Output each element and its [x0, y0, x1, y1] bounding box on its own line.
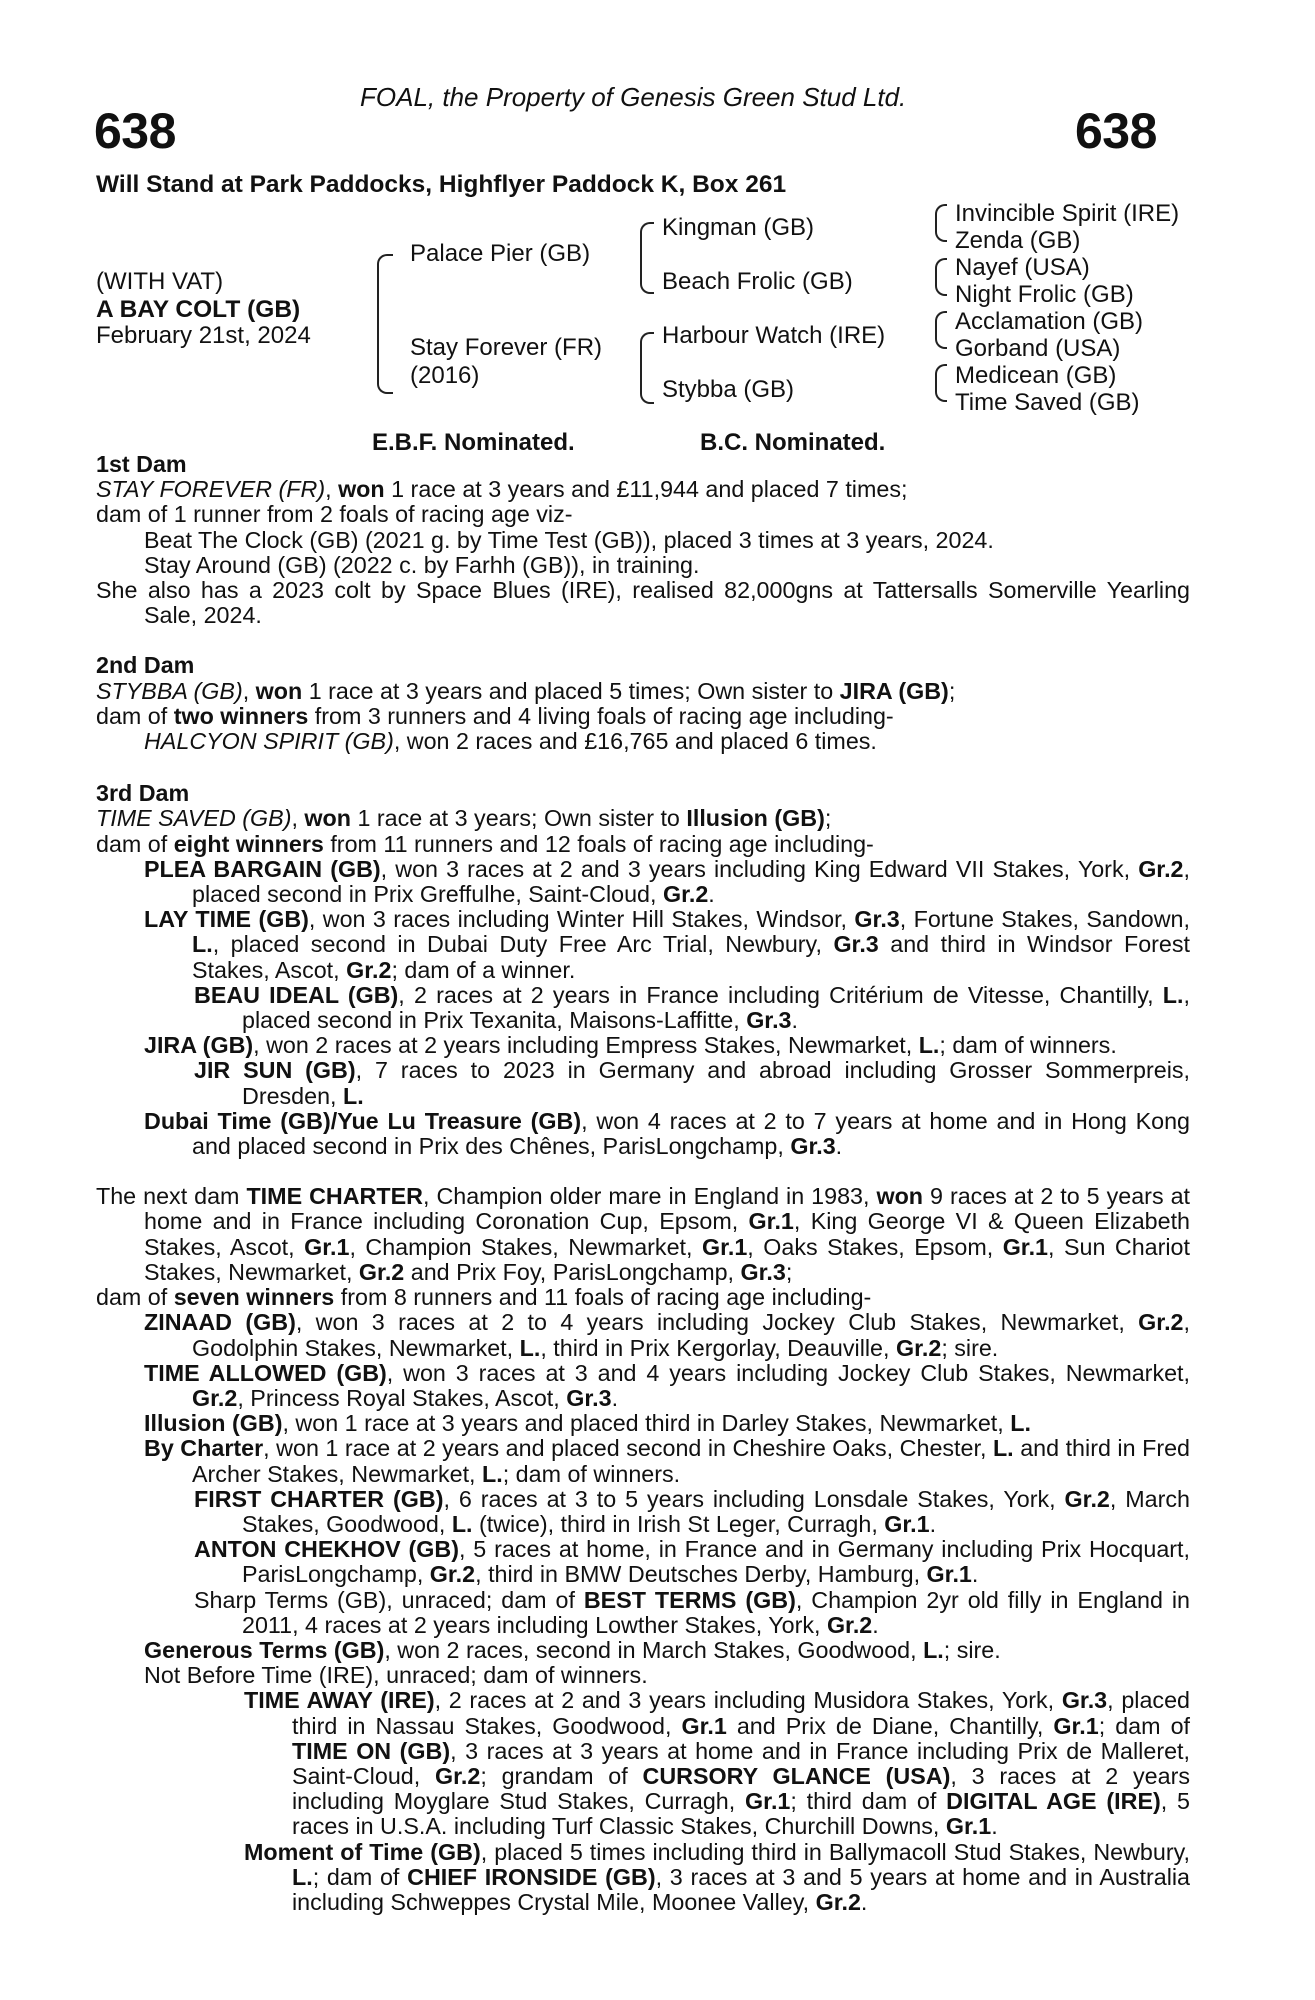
dam3-heading: 3rd Dam [96, 780, 190, 807]
vat-note: (WITH VAT) [96, 268, 224, 295]
ds-dam: Gorband (USA) [955, 335, 1121, 362]
progeny-anton-chekhov: ANTON CHEKHOV (GB), 5 races at home, in France and in Germany including Prix Hocquart, ParisLongchamp, Gr.2, third in BMW Deutsches Derby, Hamburg, Gr.1. [194, 1536, 1190, 1588]
progeny-lay-time: LAY TIME (GB), won 3 races including Winter Hill Stakes, Windsor, Gr.3, Fortune Stakes, Sandown, L., placed second in Dubai Duty Free Arc Trial, Newbury, Gr.3 and third in Windsor Forest Stakes, Ascot, Gr.2; dam of a winner. [144, 906, 1190, 983]
sd-sire: Nayef (USA) [955, 254, 1090, 281]
progeny-stay-around: Stay Around (GB) (2022 c. by Farhh (GB)), in training. [144, 551, 700, 578]
pedigree-bracket-dd [935, 364, 947, 402]
progeny-first-charter: FIRST CHARTER (GB), 6 races at 3 to 5 years including Lonsdale Stakes, York, Gr.2, March Stakes, Goodwood, L. (twice), third in Irish St Leger, Curragh, Gr.1. [194, 1485, 1190, 1537]
pedigree-bracket-1 [377, 254, 393, 394]
stand-location: Will Stand at Park Paddocks, Highflyer Paddock K, Box 261 [96, 171, 787, 198]
ebf-nomination: E.B.F. Nominated. [372, 429, 575, 456]
catalogue-body [96, 452, 1190, 1915]
sire-sire: Kingman (GB) [662, 214, 815, 241]
bc-nomination: B.C. Nominated. [700, 429, 886, 456]
next-dam-produce-intro: dam of seven winners from 8 runners and 11 foals of racing age including- [96, 1284, 872, 1311]
progeny-not-before-time: Not Before Time (IRE), unraced; dam of winners. [144, 1662, 648, 1689]
ss-dam: Zenda (GB) [955, 227, 1081, 254]
dam2-produce-intro: dam of two winners from 3 runners and 4 living foals of racing age including- [96, 702, 894, 729]
dd-sire: Medicean (GB) [955, 362, 1117, 389]
progeny-beau-ideal: BEAU IDEAL (GB), 2 races at 2 years in France including Critérium de Vitesse, Chantilly, L., placed second in Prix Texanita, Maisons-Laffitte, Gr.3. [194, 981, 1190, 1034]
progeny-zinaad: ZINAAD (GB), won 3 races at 2 to 4 years including Jockey Club Stakes, Newmarket, Gr.2, Godolphin Stakes, Newmarket, L., third in Prix Kergorlay, Deauville, Gr.2; sire. [144, 1309, 1190, 1361]
progeny-time-allowed: TIME ALLOWED (GB), won 3 races at 3 and 4 years including Jockey Club Stakes, Newmarket, Gr.2, Princess Royal Stakes, Ascot, Gr.3. [144, 1359, 1190, 1411]
dam1-record: STAY FOREVER (FR), won 1 race at 3 years and £11,944 and placed 7 times; [96, 476, 908, 503]
pedigree-bracket-sd [935, 258, 947, 296]
dd-dam: Time Saved (GB) [955, 389, 1140, 416]
progeny-plea-bargain: PLEA BARGAIN (GB), won 3 races at 2 and 3 years including King Edward VII Stakes, York, Gr.2, placed second in Prix Greffulhe, Saint-Cloud, Gr.2. [144, 855, 1191, 908]
pedigree-bracket-dam [640, 332, 654, 404]
ss-sire: Invincible Spirit (IRE) [955, 200, 1180, 227]
pedigree-bracket-sire [640, 222, 654, 294]
progeny-generous-terms: Generous Terms (GB), won 2 races, second in March Stakes, Goodwood, L.; sire. [144, 1636, 1001, 1663]
next-dam-record: The next dam TIME CHARTER, Champion older mare in England in 1983, won 9 races at 2 to 5 years at home and in France including Coronation Cup, Epsom, Gr.1, King George VI & Queen Elizabeth Stakes, Ascot, Gr.1, Champion Stakes, Newmarket, Gr.1, Oaks Stakes, Epsom, Gr.1, Sun Chariot Stakes, Newmarket, Gr.2 and Prix Foy, ParisLongchamp, Gr.3; [96, 1183, 1191, 1285]
dam1-yearling-note: She also has a 2023 colt by Space Blues (IRE), realised 82,000gns at Tattersalls Somerville Yearling Sale, 2024. [96, 577, 1190, 629]
dam2-record: STYBBA (GB), won 1 race at 3 years and placed 5 times; Own sister to JIRA (GB); [96, 677, 956, 704]
sire-dam: Beach Frolic (GB) [662, 268, 853, 295]
progeny-illusion: Illusion (GB), won 1 race at 3 years and placed third in Darley Stakes, Newmarket, L. [144, 1410, 1031, 1437]
progeny-jira: JIRA (GB), won 2 races at 2 years including Empress Stakes, Newmarket, L.; dam of winners. [144, 1032, 1117, 1059]
dam: Stay Forever (FR) [410, 334, 603, 361]
progeny-by-charter: By Charter, won 1 race at 2 years and placed second in Cheshire Oaks, Chester, L. and third in Fred Archer Stakes, Newmarket, L.; dam of winners. [144, 1435, 1190, 1487]
dam1-heading: 1st Dam [96, 451, 187, 477]
progeny-dubai-time: Dubai Time (GB)/Yue Lu Treasure (GB), won 4 races at 2 to 7 years at home and in Hong Kong and placed second in Prix des Chênes, ParisLongchamp, Gr.3. [144, 1107, 1190, 1160]
progeny-jir-sun: JIR SUN (GB), 7 races to 2023 in Germany and abroad including Grosser Sommerpreis, Dresden, L. [194, 1057, 1190, 1109]
lot-number-right: 638 [1075, 103, 1157, 159]
progeny-moment-of-time: Moment of Time (GB), placed 5 times including third in Ballymacoll Stud Stakes, Newbury, L.; dam of CHIEF IRONSIDE (GB), 3 races at 3 and 5 years at home and in Australia including Schweppes Crystal Mile, Moonee Valley, Gr.2. [244, 1838, 1190, 1915]
dam3-record: TIME SAVED (GB), won 1 race at 3 years; Own sister to Illusion (GB); [96, 805, 832, 832]
dam1-produce-intro: dam of 1 runner from 2 foals of racing age viz- [96, 501, 573, 528]
ds-sire: Acclamation (GB) [955, 308, 1144, 335]
pedigree-bracket-ss [935, 204, 947, 242]
dam3-produce-intro: dam of eight winners from 11 runners and 12 foals of racing age including- [96, 830, 874, 857]
dam-sire: Harbour Watch (IRE) [662, 322, 886, 349]
progeny-time-away: TIME AWAY (IRE), 2 races at 2 and 3 years including Musidora Stakes, York, Gr.3, placed third in Nassau Stakes, Goodwood, Gr.1 and Prix de Diane, Chantilly, Gr.1; dam of TIME ON (GB), 3 races at 3 years at home and in France including Prix de Malleret, Saint-Cloud, Gr.2; grandam of CURSORY GLANCE (USA), 3 races at 2 years including Moyglare Stud Stakes, Curragh, Gr.1; third dam of DIGITAL AGE (IRE), 5 races in U.S.A. including Turf Classic Stakes, Churchill Downs, Gr.1. [244, 1687, 1190, 1840]
lot-number-left: 638 [94, 103, 176, 159]
dam-dam: Stybba (GB) [662, 376, 795, 403]
progeny-halcyon-spirit: HALCYON SPIRIT (GB), won 2 races and £16,765 and placed 6 times. [144, 728, 877, 755]
page-subtitle: FOAL, the Property of Genesis Green Stud Ltd. [360, 82, 907, 112]
progeny-beat-the-clock: Beat The Clock (GB) (2021 g. by Time Test (GB)), placed 3 times at 3 years, 2024. [144, 526, 994, 553]
dam-year: (2016) [410, 362, 480, 389]
pedigree-bracket-ds [935, 311, 947, 349]
sire: Palace Pier (GB) [410, 240, 591, 267]
sd-dam: Night Frolic (GB) [955, 281, 1134, 308]
foaling-date: February 21st, 2024 [96, 322, 311, 349]
progeny-sharp-terms: Sharp Terms (GB), unraced; dam of BEST TERMS (GB), Champion 2yr old filly in England in 2011, 4 races at 2 years including Lowther Stakes, York, Gr.2. [194, 1586, 1190, 1638]
lot-name: A BAY COLT (GB) [96, 296, 301, 323]
dam2-heading: 2nd Dam [96, 652, 195, 679]
